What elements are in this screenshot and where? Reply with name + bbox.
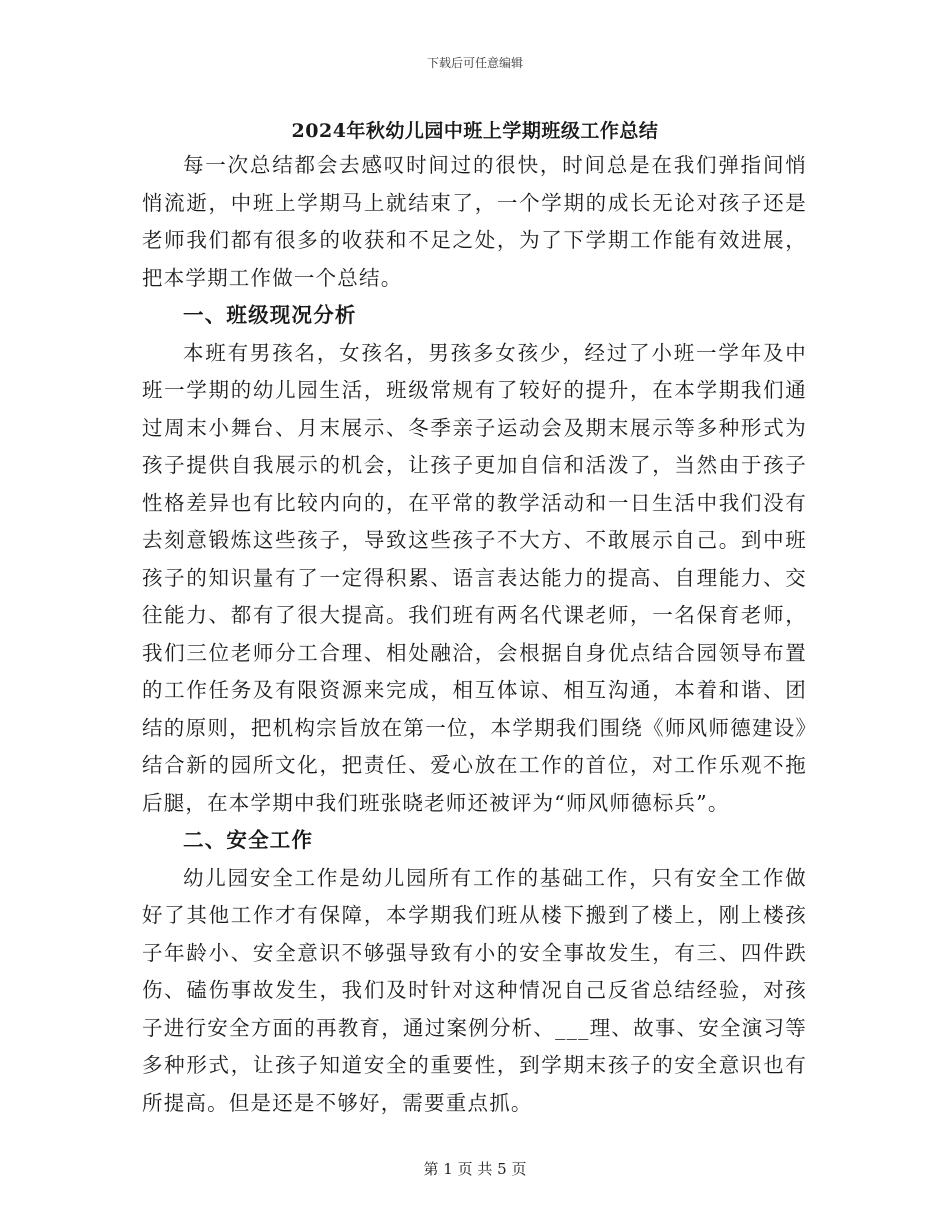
document-title: 2024年秋幼儿园中班上学期班级工作总结 [291,120,659,142]
section-heading-class-status: 一、班级现况分析 [183,303,357,327]
document-body [142,147,807,1122]
header-note: 下载后可任意编辑 [426,56,523,70]
section-body-safety: 幼儿园安全工作是幼儿园所有工作的基础工作，只有安全工作做好了其他工作才有保障，本学期我们班从楼下搬到了楼上，刚上楼孩子年龄小、安全意识不够强导致有小的安全事故发生，有三、四件跌伤、磕伤事故发生，我们及时针对这种情况自己反省总结经验，对孩子进行安全方面的再教育，通过案例分析、___理、故事、安全演习等多种形式，让孩子知道安全的重要性，到学期末孩子的安全意识也有所提高。但是还是不够好，需要重点抓。 [142,865,807,1115]
section-heading-safety: 二、安全工作 [183,828,314,852]
page-number: 第 1 页 共 5 页 [423,1160,527,1178]
intro-paragraph: 每一次总结都会去感叹时间过的很快，时间总是在我们弹指间悄悄流逝，中班上学期马上就结束了，一个学期的成长无论对孩子还是老师我们都有很多的收获和不足之处，为了下学期工作能有效进展，把本学期工作做一个总结。 [142,153,807,290]
section-body-class-status: 本班有男孩名，女孩名，男孩多女孩少，经过了小班一学年及中班一学期的幼儿园生活，班级常规有了较好的提升，在本学期我们通过周末小舞台、月末展示、冬季亲子运动会及期末展示等多种形式为孩子提供自我展示的机会，让孩子更加自信和活泼了，当然由于孩子性格差异也有比较内向的，在平常的教学活动和一日生活中我们没有去刻意锻炼这些孩子，导致这些孩子不大方、不敢展示自己。到中班孩子的知识量有了一定得积累、语言表达能力的提高、自理能力、交往能力、都有了很大提高。我们班有两名代课老师，一名保育老师，我们三位老师分工合理、相处融洽，会根据自身优点结合园领导布置的工作任务及有限资源来完成，相互体谅、相互沟通，本着和谐、团结的原则，把机构宗旨放在第一位，本学期我们围绕《师风师德建设》结合新的园所文化，把责任、爱心放在工作的首位，对工作乐观不拖后腿，在本学期中我们班张晓老师还被评为“师风师德标兵”。 [142,340,807,815]
